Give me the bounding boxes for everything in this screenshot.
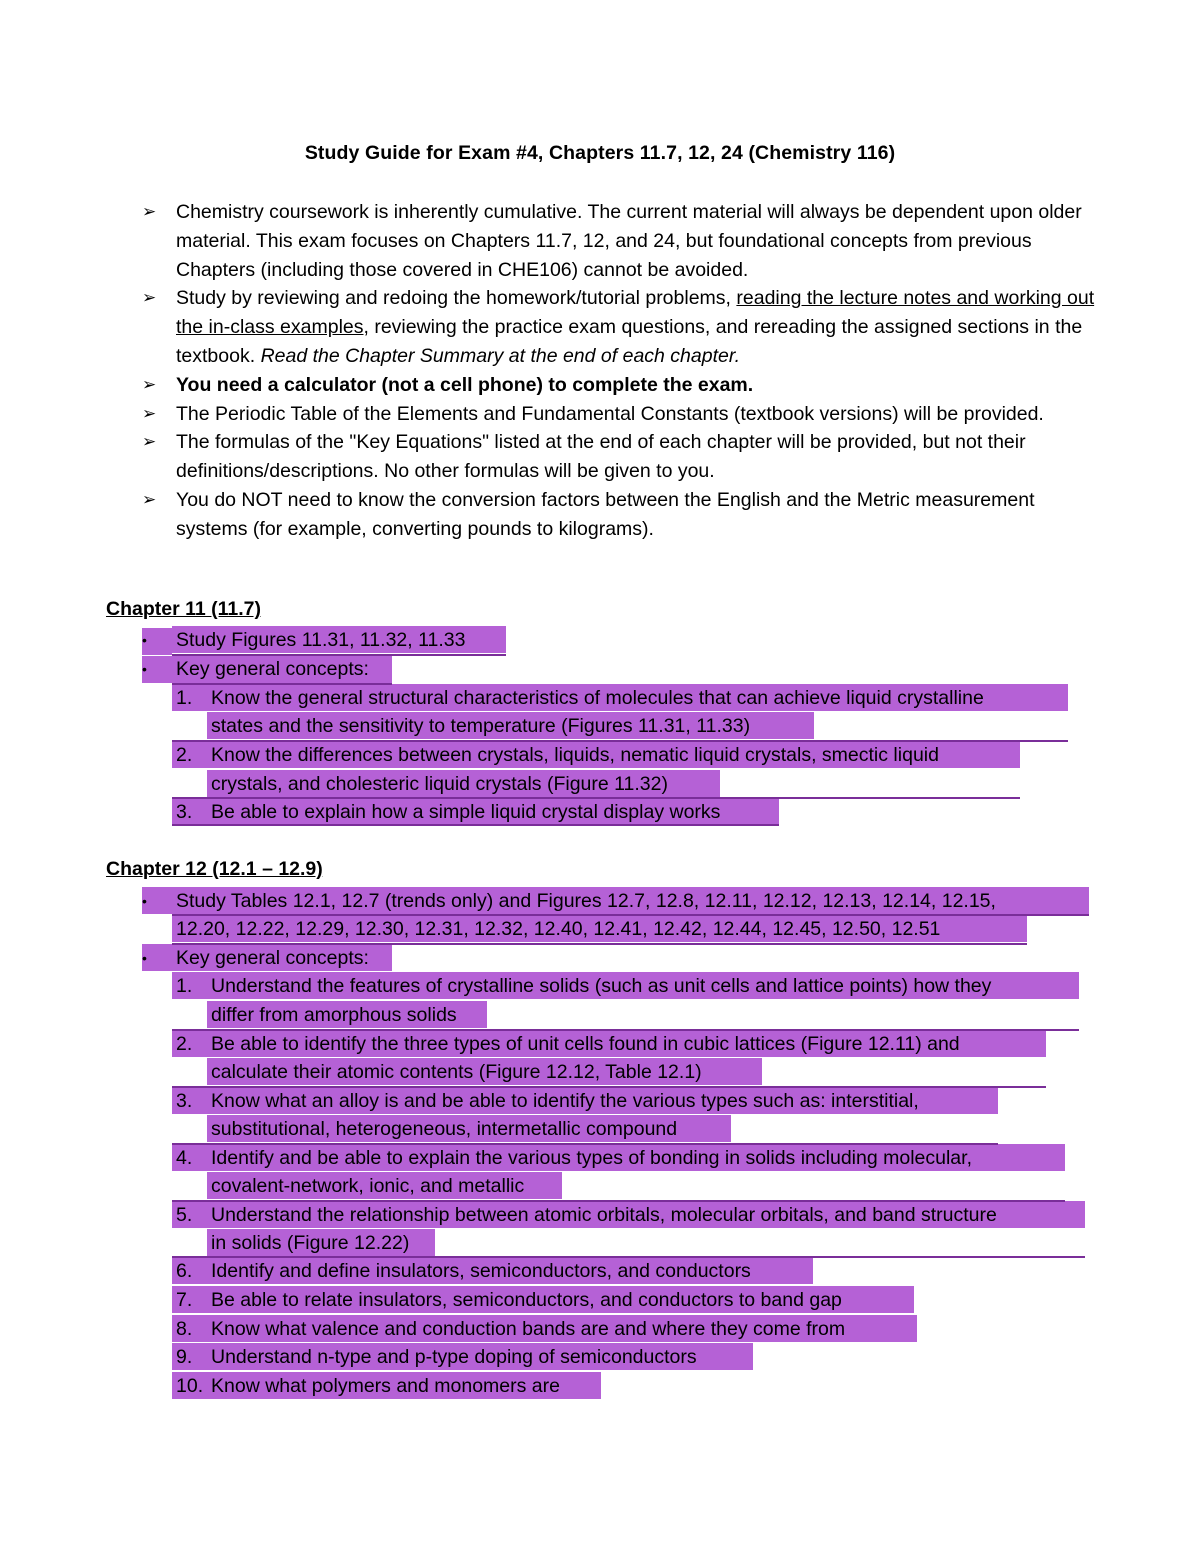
list-item-text: Identify and define insulators, semiconductors, and conductors (211, 1260, 751, 1282)
list-item-text: Know what an alloy is and be able to identify the various types such as: interstitial, (211, 1090, 919, 1112)
list-item-text: Know the general structural characteristics of molecules that can achieve liquid crystalline (211, 687, 984, 709)
item-number: 3. (176, 801, 193, 823)
list-item (140, 198, 1100, 284)
bullet-icon: • (142, 893, 147, 909)
list-item-text: calculate their atomic contents (Figure 12.12, Table 12.1) (211, 1061, 702, 1083)
list-item-text: differ from amorphous solids (211, 1004, 457, 1026)
list-item (140, 486, 1100, 544)
list-item-text: crystals, and cholesteric liquid crystals (Figure 11.32) (211, 773, 668, 795)
list-item-text: substitutional, heterogeneous, intermetallic compound (211, 1118, 678, 1140)
item-number: 2. (176, 1033, 193, 1055)
list-item-text: The formulas of the "Key Equations" listed at the end of each chapter will be provided, but not their definitions/descriptions. No other formulas will be given to you. (176, 431, 1026, 483)
list-item-text: Chemistry coursework is inherently cumulative. The current material will always be dependent upon older material. This exam focuses on Chapters 11.7, 12, and 24, but foundational concepts from previous Chapters (including those covered in CHE106) cannot be avoided. (176, 201, 1082, 281)
list-item-text: Know what polymers and monomers are (211, 1375, 560, 1397)
list-item (140, 284, 1100, 370)
list-item-text: Know the differences between crystals, liquids, nematic liquid crystals, smectic liquid (211, 744, 939, 766)
list-item-text: Understand the features of crystalline solids (such as unit cells and lattice points) how they (211, 975, 992, 997)
list-item-text: Study Tables 12.1, 12.7 (trends only) and Figures 12.7, 12.8, 12.11, 12.12, 12.13, 12.14, 12.15, (176, 890, 996, 912)
intro-list (140, 198, 1100, 544)
list-item-text: Be able to explain how a simple liquid crystal display works (211, 801, 721, 823)
item-number: 7. (176, 1289, 193, 1311)
list-item-text: Key general concepts: (176, 947, 369, 969)
chapter-11-heading: Chapter 11 (11.7) (106, 598, 261, 620)
list-item-text: Be able to identify the three types of unit cells found in cubic lattices (Figure 12.11) and (211, 1033, 960, 1055)
arrow-bullet-icon: ➢ (142, 403, 157, 423)
list-item-text: Know what valence and conduction bands are and where they come from (211, 1318, 846, 1340)
bold-text: You need a calculator (not a cell phone) to complete the exam. (176, 373, 754, 396)
item-number: 6. (176, 1260, 193, 1282)
arrow-bullet-icon: ➢ (142, 202, 157, 221)
item-number: 1. (176, 687, 193, 709)
list-item-text: Be able to relate insulators, semiconductors, and conductors to band gap (211, 1289, 842, 1311)
bullet-icon: • (142, 950, 147, 966)
list-item (140, 428, 1100, 486)
item-number: 1. (176, 975, 193, 997)
list-item-text: Study Figures 11.31, 11.32, 11.33 (176, 629, 466, 651)
list-item-text: The Periodic Table of the Elements and Fundamental Constants (textbook versions) will be provided. (176, 402, 1044, 425)
list-item-text: Understand the relationship between atomic orbitals, molecular orbitals, and band structure (211, 1204, 997, 1226)
item-number: 8. (176, 1318, 193, 1340)
italic-text: Read the Chapter Summary at the end of each chapter. (260, 344, 741, 367)
underlined-text: reading the lecture notes and working out the in-class examples (176, 287, 1095, 339)
item-number: 2. (176, 744, 193, 766)
list-item-text: Study by reviewing and redoing the homework/tutorial problems, (176, 287, 737, 310)
page-title: Study Guide for Exam #4, Chapters 11.7, 12, 24 (Chemistry 116) (304, 142, 896, 164)
item-number: 10. (176, 1375, 204, 1397)
bullet-icon: • (142, 632, 147, 648)
list-item (140, 400, 1100, 429)
list-item-text: states and the sensitivity to temperature (Figures 11.31, 11.33) (211, 715, 751, 737)
item-number: 9. (176, 1346, 193, 1368)
item-number: 3. (176, 1090, 193, 1112)
chapter-12-heading: Chapter 12 (12.1 – 12.9) (106, 858, 323, 880)
list-item-text: in solids (Figure 12.22) (211, 1232, 410, 1254)
list-item-text: 12.20, 12.22, 12.29, 12.30, 12.31, 12.32, 12.40, 12.41, 12.42, 12.44, 12.45, 12.50, 12.51 (176, 918, 941, 940)
arrow-bullet-icon: ➢ (142, 432, 157, 452)
list-item-text: Understand n-type and p-type doping of semiconductors (211, 1346, 697, 1368)
item-number: 5. (176, 1204, 193, 1226)
list-item-text: Identify and be able to explain the various types of bonding in solids including molecular, (211, 1147, 972, 1169)
item-number: 4. (176, 1147, 193, 1169)
list-item-text: , reviewing the practice exam questions, and rereading the assigned sections in the textbook. (176, 316, 1083, 367)
list-item-text: covalent-network, ionic, and metallic (211, 1175, 525, 1197)
arrow-bullet-icon: ➢ (142, 288, 157, 308)
list-item-text: Key general concepts: (176, 658, 369, 680)
list-item (140, 371, 1100, 400)
arrow-bullet-icon: ➢ (142, 489, 157, 509)
bullet-icon: • (142, 661, 147, 677)
list-item-text: You do NOT need to know the conversion factors between the English and the Metric measurement systems (for example, converting pounds to kilograms). (176, 488, 1035, 540)
arrow-bullet-icon: ➢ (142, 374, 157, 394)
